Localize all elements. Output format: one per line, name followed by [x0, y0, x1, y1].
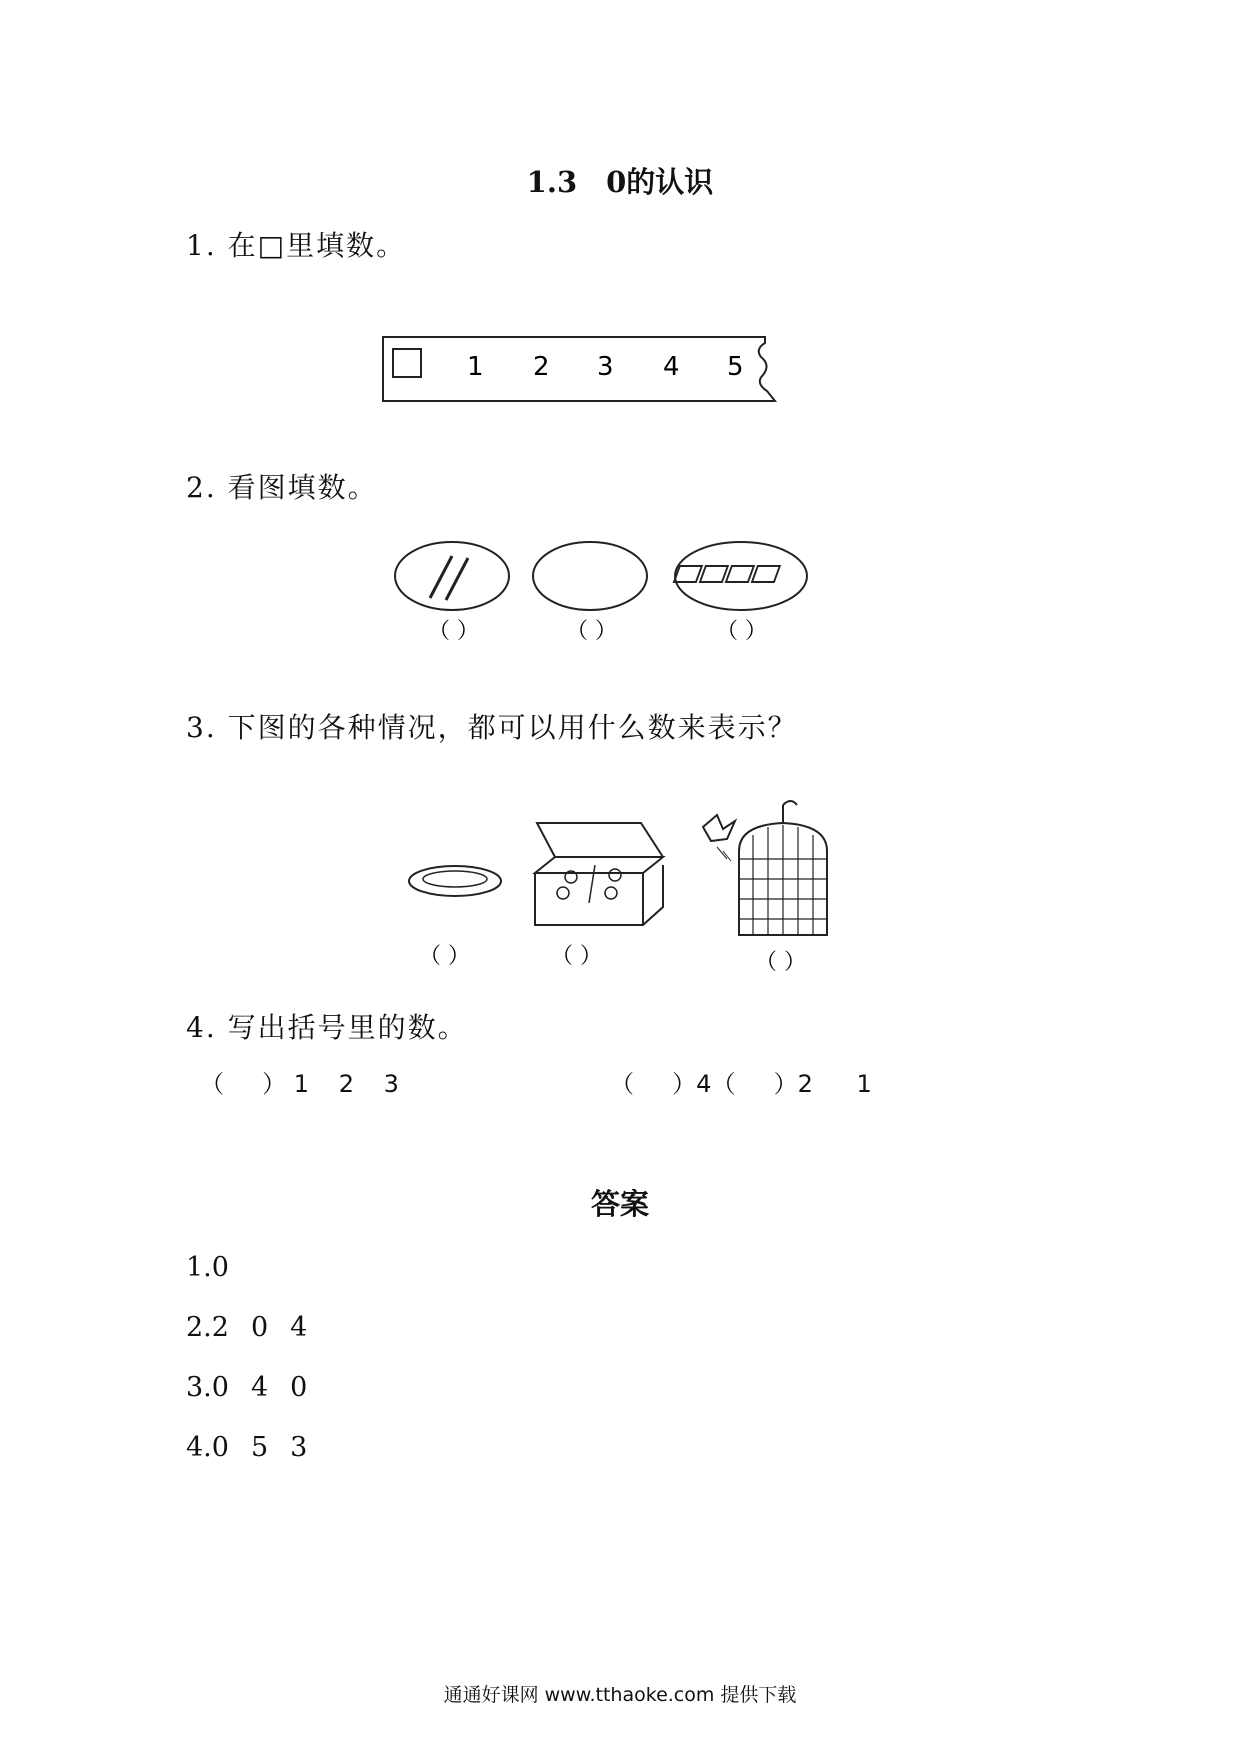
sequence-number: 2 — [797, 1070, 813, 1098]
answer-value: 3 — [290, 1432, 308, 1463]
answer-paren: （ ） — [419, 944, 470, 969]
answer-number: 4. — [186, 1432, 212, 1463]
answer-paren: （ ） — [428, 619, 479, 644]
sequence-number: 1 — [293, 1070, 310, 1098]
oval-empty — [533, 542, 647, 610]
answer-value: 0 — [211, 1372, 229, 1403]
answer-value: 4 — [250, 1372, 269, 1403]
answer-paren: （ ） — [716, 619, 767, 644]
bird-icon — [703, 815, 735, 841]
sequence-number: 1 — [856, 1070, 872, 1098]
answer-value: 5 — [250, 1432, 269, 1463]
ruler-outline — [383, 337, 775, 401]
answer-number: 1. — [186, 1252, 212, 1283]
answers-title: 答案 — [590, 1187, 649, 1221]
sequence-number: 2 — [338, 1070, 354, 1098]
eraser-icon — [726, 566, 754, 582]
ruler-number-3: 3 — [597, 352, 614, 382]
eraser-icon — [674, 566, 702, 582]
sequence-right — [610, 1064, 872, 1099]
page-title: 1.3 0的认识 — [526, 165, 714, 199]
ovals-figure — [390, 538, 820, 648]
answer-number: 2. — [186, 1312, 212, 1343]
question-4-label: 4. 写出括号里的数。 — [186, 1011, 468, 1044]
sequence-left — [200, 1064, 399, 1099]
footer-text: 通通好课网 www.tthaoke.com 提供下载 — [443, 1684, 797, 1706]
ruler-number-5: 5 — [727, 352, 744, 382]
answer-value: 4 — [290, 1312, 308, 1343]
answer-line-4 — [186, 1432, 307, 1463]
situations-figure — [405, 795, 845, 975]
answer-value: 2 — [211, 1312, 229, 1343]
ruler-blank-box — [393, 349, 421, 377]
answer-line-3 — [186, 1372, 307, 1403]
answer-line-1 — [186, 1252, 229, 1283]
apple-icon — [557, 887, 569, 899]
eraser-icon — [752, 566, 780, 582]
answer-paren: （ ） — [755, 950, 806, 975]
ruler-number-2: 2 — [533, 352, 550, 382]
answer-value: 0 — [290, 1372, 308, 1403]
sequence-number: 4 — [696, 1070, 712, 1098]
ruler-figure — [375, 335, 815, 407]
ruler-number-4: 4 — [663, 352, 680, 382]
question-1-label: 1. 在□里填数。 — [186, 229, 407, 262]
sequence-number: 3 — [383, 1070, 399, 1098]
answer-paren: （ ） — [551, 944, 602, 969]
blank-paren: （ ） — [711, 1070, 798, 1098]
question-2-label: 2. 看图填数。 — [186, 471, 378, 504]
blank-paren: （ ） — [200, 1070, 287, 1098]
oval-pencils — [395, 542, 509, 610]
ruler-number-1: 1 — [467, 352, 484, 382]
answer-value: 0 — [211, 1252, 229, 1283]
apple-icon — [609, 869, 621, 881]
blank-paren: （ ） — [610, 1070, 697, 1098]
answer-value: 0 — [250, 1312, 269, 1343]
answer-line-2 — [186, 1312, 307, 1343]
oval-erasers — [675, 542, 807, 610]
apple-icon — [605, 887, 617, 899]
question-3-label: 3. 下图的各种情况，都可以用什么数来表示？ — [186, 711, 798, 744]
eraser-icon — [700, 566, 728, 582]
answer-number: 3. — [186, 1372, 212, 1403]
answer-paren: （ ） — [566, 619, 617, 644]
answer-value: 0 — [211, 1432, 229, 1463]
